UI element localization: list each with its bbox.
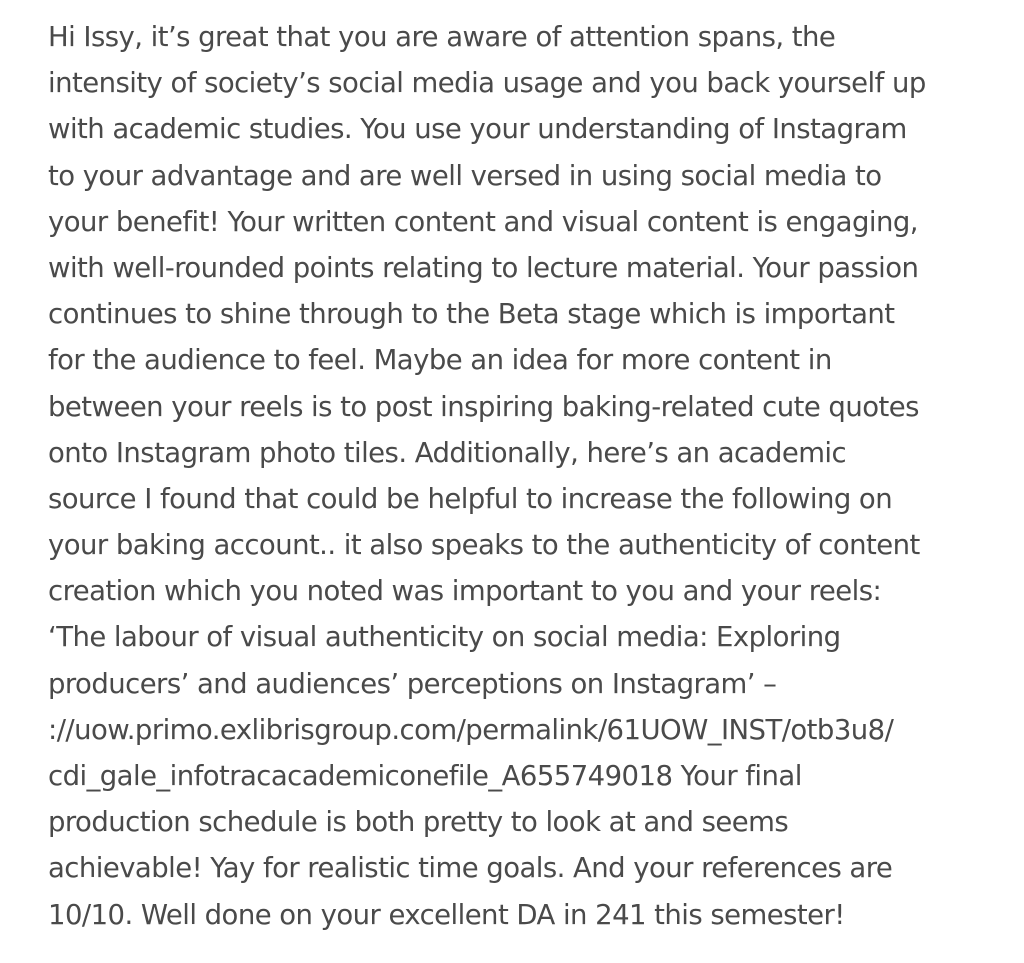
comment-line: producers’ and audiences’ perceptions on Instagram’ – [48,667,777,700]
comment-line: intensity of society’s social media usage and you back yourself up [48,67,926,100]
comment-line: 10/10. Well done on your excellent DA in 241 this semester! [48,898,845,931]
comment-line: your benefit! Your written content and visual content is engaging, [48,205,918,238]
comment-line: achievable! Yay for realistic time goals. And your references are [48,852,893,885]
comment-line: for the audience to feel. Maybe an idea for more content in [48,344,832,377]
comment-line: continues to shine through to the Beta stage which is important [48,298,895,331]
comment-line: with academic studies. You use your understanding of Instagram [48,113,907,146]
comment-line: your baking account.. it also speaks to the authenticity of content [48,529,920,562]
comment-link-line: ://uow.primo.exlibrisgroup.com/permalink/61UOW_INST/otb3u8/ [48,713,894,746]
comment-body [48,14,926,938]
comment-line: production schedule is both pretty to look at and seems [48,806,789,839]
comment-line: Hi Issy, it’s great that you are aware of attention spans, the [48,21,836,53]
comment-line: source I found that could be helpful to increase the following on [48,482,893,515]
comment-line: with well-rounded points relating to lecture material. Your passion [48,251,919,284]
comment-line: ‘The labour of visual authenticity on social media: Exploring [48,621,841,654]
comment-line: between your reels is to post inspiring baking-related cute quotes [48,390,919,423]
comment-line: to your advantage and are well versed in using social media to [48,159,882,192]
comment-line: onto Instagram photo tiles. Additionally, here’s an academic [48,436,847,469]
comment-link-line: cdi_gale_infotracacademiconefile_A655749018 Your final [48,760,802,792]
comment-line: creation which you noted was important to you and your reels: [48,575,882,608]
